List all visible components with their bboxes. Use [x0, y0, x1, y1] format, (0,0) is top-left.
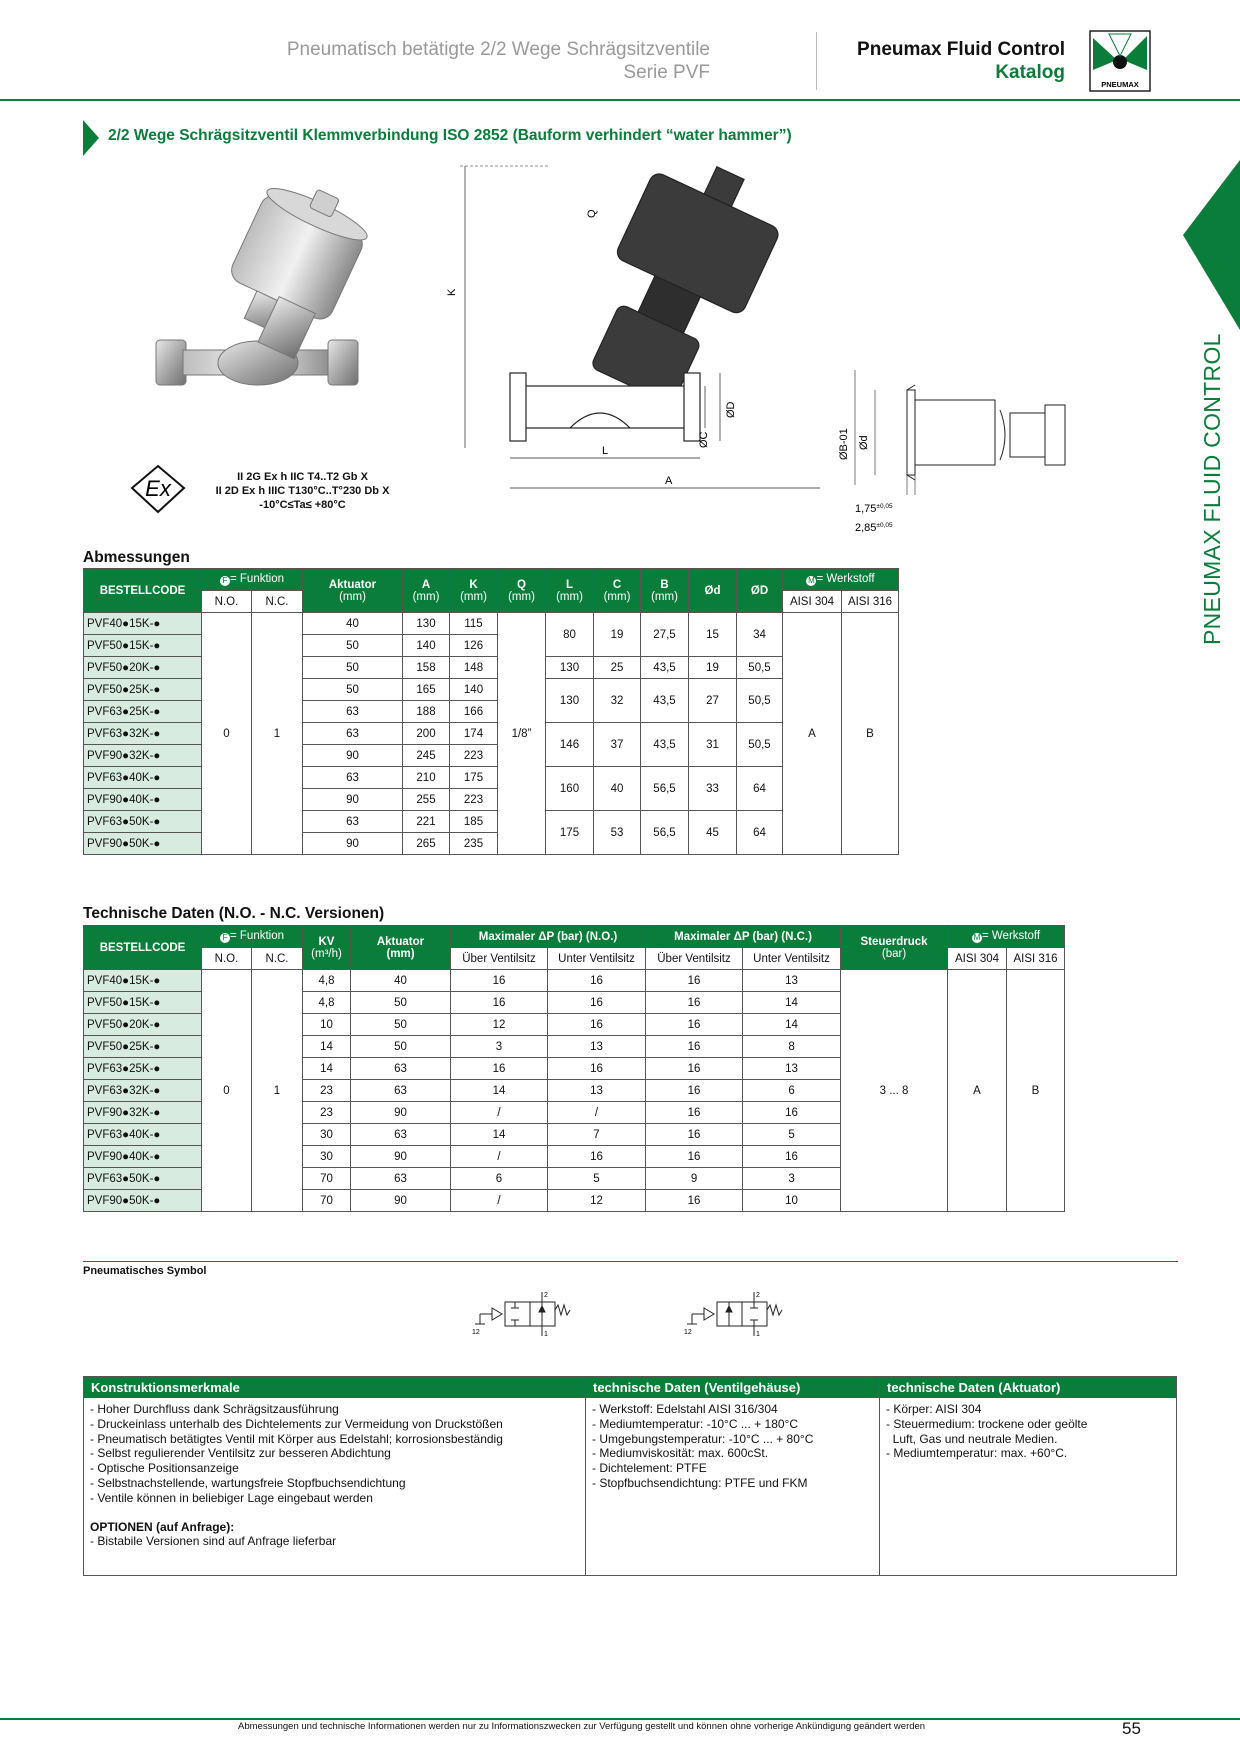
order-code: PVF50●20K-● — [84, 1014, 202, 1036]
k-value: 223 — [450, 789, 498, 811]
dims-h-b: B (mm) — [641, 569, 689, 613]
dim-oc: ØC — [698, 431, 710, 448]
order-code: PVF90●40K-● — [84, 1146, 202, 1168]
dp-nc-ueber-value: 16 — [646, 1102, 743, 1124]
d-small-value: 45 — [689, 811, 737, 855]
kv-value: 30 — [303, 1146, 351, 1168]
dp-no-ueber-value: 16 — [451, 970, 548, 992]
c-value: 37 — [594, 723, 641, 767]
dp-no-unter-value: 5 — [548, 1168, 646, 1190]
dp-no-unter-value: / — [548, 1102, 646, 1124]
dp-no-ueber-value: / — [451, 1146, 548, 1168]
tech-h-steuerdruck: Steuerdruck (bar) — [841, 926, 948, 970]
dp-nc-unter-value: 14 — [743, 1014, 841, 1036]
side-tab-triangle — [1183, 160, 1240, 330]
aktuator-value: 90 — [351, 1146, 451, 1168]
kv-value: 70 — [303, 1190, 351, 1212]
list-item: - Werkstoff: Edelstahl AISI 316/304 — [592, 1402, 778, 1416]
tech-h-aktuator: Aktuator (mm) — [351, 926, 451, 970]
dp-nc-ueber-value: 16 — [646, 1058, 743, 1080]
a-value: 165 — [403, 679, 450, 701]
pneumatic-symbol-nc — [682, 1288, 792, 1338]
dp-no-ueber-value: 14 — [451, 1124, 548, 1146]
list-item: - Steuermedium: trockene oder geölte — [886, 1416, 1088, 1431]
d-small-value: 27 — [689, 679, 737, 723]
order-code: PVF40●15K-● — [84, 970, 202, 992]
brand-block — [857, 38, 1065, 84]
tol-1: $1,75^{\pm 0,05}$ — [855, 503, 893, 515]
kv-value: 4,8 — [303, 970, 351, 992]
list-item: Luft, Gas und neutrale Medien. — [886, 1431, 1058, 1446]
dp-no-ueber-value: 16 — [451, 1058, 548, 1080]
footer-rule — [0, 1718, 1240, 1720]
dp-nc-unter-value: 13 — [743, 1058, 841, 1080]
side-label: PNEUMAX FLUID CONTROL — [1199, 333, 1225, 645]
tech-h-no-unter: Unter Ventilsitz — [548, 948, 646, 970]
k-value: 166 — [450, 701, 498, 723]
order-code: PVF50●20K-● — [84, 657, 202, 679]
dp-no-unter-value: 16 — [548, 1014, 646, 1036]
tol-2: $2,85^{\pm 0,05}$ — [855, 522, 893, 534]
dims-h-c: C (mm) — [594, 569, 641, 613]
funktion-marker-icon: F — [220, 933, 230, 943]
dp-nc-unter-value: 3 — [743, 1168, 841, 1190]
pneumax-logo — [1089, 30, 1151, 92]
order-code: PVF63●50K-● — [84, 811, 202, 833]
aktuator-value: 50 — [351, 992, 451, 1014]
dp-no-ueber-value: 16 — [451, 992, 548, 1014]
order-code: PVF90●50K-● — [84, 1190, 202, 1212]
c-value: 25 — [594, 657, 641, 679]
list-item: - Optische Positionsanzeige — [90, 1461, 239, 1476]
kv-value: 30 — [303, 1124, 351, 1146]
clamp-detail-drawing — [835, 365, 1085, 535]
dp-nc-ueber-value: 16 — [646, 992, 743, 1014]
b-value: 43,5 — [641, 657, 689, 679]
order-code: PVF90●40K-● — [84, 789, 202, 811]
aktuator-value: 50 — [303, 657, 403, 679]
order-code: PVF63●25K-● — [84, 701, 202, 723]
subtitle-line-1: Pneumatisch betätigte 2/2 Wege Schrägsitzventile — [286, 39, 710, 60]
dp-nc-unter-value: 16 — [743, 1146, 841, 1168]
dimensions-table — [83, 568, 899, 855]
aktuator-value: 50 — [303, 635, 403, 657]
construction-title: Konstruktionsmerkmale — [84, 1377, 585, 1398]
tech-h-aisi316: AISI 316 — [1007, 948, 1065, 970]
dim-a: A — [665, 475, 673, 487]
dims-h-k: K (mm) — [450, 569, 498, 613]
header-separator — [816, 32, 817, 90]
dp-nc-unter-value: 14 — [743, 992, 841, 1014]
b-value: 27,5 — [641, 613, 689, 657]
k-value: 175 — [450, 767, 498, 789]
dims-h-l: L (mm) — [546, 569, 594, 613]
a-value: 265 — [403, 833, 450, 855]
aktuator-value: 50 — [351, 1014, 451, 1036]
aktuator-value: 90 — [303, 789, 403, 811]
valve-body-title: technische Daten (Ventilgehäuse) — [586, 1377, 879, 1398]
symbol-heading: Pneumatisches Symbol — [83, 1265, 207, 1277]
actuator-title: technische Daten (Aktuator) — [880, 1377, 1176, 1398]
dp-nc-unter-value: 10 — [743, 1190, 841, 1212]
subtitle-line-2: Serie PVF — [623, 62, 710, 83]
spacer — [90, 1506, 579, 1520]
order-code: PVF40●15K-● — [84, 613, 202, 635]
a-value: 245 — [403, 745, 450, 767]
l-value: 130 — [546, 657, 594, 679]
catalog-label: Katalog — [995, 62, 1065, 83]
features-construction — [84, 1377, 586, 1575]
features-valve-body — [586, 1377, 880, 1575]
list-item: - Hoher Durchfluss dank Schrägsitzausführung — [90, 1402, 339, 1416]
symbol-separator — [83, 1261, 1178, 1262]
a-value: 188 — [403, 701, 450, 723]
aktuator-value: 50 — [351, 1036, 451, 1058]
steuerdruck-value: 3 ... 8 — [841, 970, 948, 1212]
k-value: 235 — [450, 833, 498, 855]
b-value: 56,5 — [641, 811, 689, 855]
c-value: 40 — [594, 767, 641, 811]
valve-dimension-drawing — [446, 158, 830, 528]
d-small-value: 15 — [689, 613, 737, 657]
dp-nc-unter-value: 8 — [743, 1036, 841, 1058]
k-value: 148 — [450, 657, 498, 679]
aisi304-value: A — [948, 970, 1007, 1212]
dims-h-nc: N.C. — [252, 591, 303, 613]
aktuator-value: 40 — [303, 613, 403, 635]
dims-heading: Abmessungen — [83, 549, 190, 566]
port-12: 12 — [472, 1329, 480, 1336]
valve-body-list — [586, 1398, 879, 1495]
dp-nc-ueber-value: 16 — [646, 1036, 743, 1058]
no-value: 0 — [202, 613, 252, 855]
dp-no-unter-value: 12 — [548, 1190, 646, 1212]
order-code: PVF90●32K-● — [84, 1102, 202, 1124]
a-value: 140 — [403, 635, 450, 657]
tech-h-no-ueber: Über Ventilsitz — [451, 948, 548, 970]
dp-nc-unter-value: 13 — [743, 970, 841, 992]
atex-line-2: II 2D Ex h IIIC T130°C..T°230 Db X — [215, 485, 390, 497]
aktuator-value: 63 — [303, 767, 403, 789]
order-code: PVF63●40K-● — [84, 1124, 202, 1146]
dp-no-unter-value: 16 — [548, 970, 646, 992]
tech-h-werkstoff: M = Werkstoff — [948, 926, 1065, 948]
dims-h-a: A (mm) — [403, 569, 450, 613]
k-value: 115 — [450, 613, 498, 635]
header-rule — [0, 99, 1240, 101]
l-value: 130 — [546, 679, 594, 723]
dp-nc-ueber-value: 16 — [646, 1080, 743, 1102]
tech-h-code: BESTELLCODE — [84, 926, 202, 970]
c-value: 53 — [594, 811, 641, 855]
a-value: 255 — [403, 789, 450, 811]
dims-h-q: Q (mm) — [498, 569, 546, 613]
list-item: - Mediumviskosität: max. 600cSt. — [592, 1446, 769, 1461]
dim-l: L — [602, 445, 609, 457]
kv-value: 23 — [303, 1080, 351, 1102]
tech-heading: Technische Daten (N.O. - N.C. Versionen) — [83, 905, 385, 922]
dp-no-ueber-value: / — [451, 1190, 548, 1212]
dp-nc-ueber-value: 16 — [646, 1014, 743, 1036]
b-value: 56,5 — [641, 767, 689, 811]
aktuator-value: 63 — [351, 1124, 451, 1146]
aktuator-value: 90 — [303, 745, 403, 767]
list-item: - Selbstnachstellende, wartungsfreie Stopfbuchsendichtung — [90, 1475, 406, 1490]
catalog-subtitle — [287, 38, 710, 84]
list-item: - Pneumatisch betätigtes Ventil mit Körper aus Edelstahl; korrosionsbeständig — [90, 1431, 503, 1446]
order-code: PVF50●15K-● — [84, 992, 202, 1014]
order-code: PVF63●25K-● — [84, 1058, 202, 1080]
tech-h-aisi304: AISI 304 — [948, 948, 1007, 970]
aktuator-value: 40 — [351, 970, 451, 992]
order-code: PVF63●50K-● — [84, 1168, 202, 1190]
dims-h-aisi316: AISI 316 — [842, 591, 899, 613]
order-code: PVF90●50K-● — [84, 833, 202, 855]
d-large-value: 34 — [737, 613, 783, 657]
port-2: 2 — [756, 1292, 760, 1299]
dims-h-werkstoff: M = Werkstoff — [783, 569, 899, 591]
k-value: 185 — [450, 811, 498, 833]
dp-nc-ueber-value: 16 — [646, 970, 743, 992]
c-value: 32 — [594, 679, 641, 723]
table-row — [84, 970, 1065, 992]
order-code: PVF63●32K-● — [84, 723, 202, 745]
a-value: 130 — [403, 613, 450, 635]
page-number: 55 — [1122, 1719, 1141, 1738]
kv-value: 4,8 — [303, 992, 351, 1014]
section-title: 2/2 Wege Schrägsitzventil Klemmverbindung ISO 2852 (Bauform verhindert “water hammer”) — [108, 127, 792, 144]
logo-text: PNEUMAX — [1101, 80, 1139, 89]
dp-no-unter-value: 16 — [548, 992, 646, 1014]
dp-nc-ueber-value: 9 — [646, 1168, 743, 1190]
dims-h-no: N.O. — [202, 591, 252, 613]
tech-h-no: N.O. — [202, 948, 252, 970]
tech-h-nc-unter: Unter Ventilsitz — [743, 948, 841, 970]
d-small-value: 19 — [689, 657, 737, 679]
list-item: - Mediumtemperatur: -10°C ... + 180°C — [592, 1416, 799, 1431]
product-photo — [148, 185, 388, 430]
k-value: 126 — [450, 635, 498, 657]
c-value: 19 — [594, 613, 641, 657]
pneumatic-symbol-no — [470, 1288, 580, 1338]
list-item: - Umgebungstemperatur: -10°C ... + 80°C — [592, 1431, 814, 1446]
atex-line-1: II 2G Ex h IIC T4..T2 Gb X — [237, 471, 368, 483]
construction-list — [84, 1398, 585, 1553]
atex-marking — [185, 470, 420, 512]
aktuator-value: 90 — [351, 1190, 451, 1212]
d-large-value: 50,5 — [737, 723, 783, 767]
b-value: 43,5 — [641, 679, 689, 723]
port-2: 2 — [544, 1292, 548, 1299]
order-code: PVF63●32K-● — [84, 1080, 202, 1102]
dp-no-unter-value: 13 — [548, 1080, 646, 1102]
kv-value: 70 — [303, 1168, 351, 1190]
a-value: 210 — [403, 767, 450, 789]
list-item: - Dichtelement: PTFE — [592, 1461, 707, 1476]
atex-line-3: -10°C≤Ta≤ +80°C — [259, 499, 346, 511]
q-value: 1/8” — [498, 613, 546, 855]
dp-nc-ueber-value: 16 — [646, 1124, 743, 1146]
dims-h-code: BESTELLCODE — [84, 569, 202, 613]
aisi304-value: A — [783, 613, 842, 855]
order-code: PVF50●25K-● — [84, 679, 202, 701]
port-12: 12 — [684, 1329, 692, 1336]
order-code: PVF50●25K-● — [84, 1036, 202, 1058]
d-large-value: 50,5 — [737, 679, 783, 723]
dp-no-unter-value: 13 — [548, 1036, 646, 1058]
dim-od: ØD — [725, 401, 737, 418]
tech-h-kv: KV (m³/h) — [303, 926, 351, 970]
d-large-value: 64 — [737, 767, 783, 811]
list-item: - Ventile können in beliebiger Lage eingebaut werden — [90, 1490, 373, 1505]
features-box — [83, 1376, 1177, 1576]
tech-h-dp-no: Maximaler ΔP (bar) (N.O.) — [451, 926, 646, 948]
order-code: PVF90●32K-● — [84, 745, 202, 767]
options-title: OPTIONEN (auf Anfrage): — [90, 1519, 235, 1534]
aisi316-value: B — [1007, 970, 1065, 1212]
aktuator-value: 90 — [351, 1102, 451, 1124]
dp-nc-ueber-value: 16 — [646, 1146, 743, 1168]
d-small-value: 31 — [689, 723, 737, 767]
aktuator-value: 63 — [303, 701, 403, 723]
tech-h-funktion: F = Funktion — [202, 926, 303, 948]
k-value: 174 — [450, 723, 498, 745]
aktuator-value: 63 — [351, 1080, 451, 1102]
l-value: 160 — [546, 767, 594, 811]
nc-value: 1 — [252, 613, 303, 855]
dp-nc-unter-value: 16 — [743, 1102, 841, 1124]
brand-name: Pneumax Fluid Control — [857, 39, 1065, 60]
l-value: 80 — [546, 613, 594, 657]
list-item: - Stopfbuchsendichtung: PTFE und FKM — [592, 1475, 808, 1490]
list-item: - Körper: AISI 304 — [886, 1402, 982, 1416]
kv-value: 23 — [303, 1102, 351, 1124]
dp-no-ueber-value: 14 — [451, 1080, 548, 1102]
dp-no-ueber-value: 3 — [451, 1036, 548, 1058]
dp-no-unter-value: 16 — [548, 1146, 646, 1168]
dp-nc-unter-value: 5 — [743, 1124, 841, 1146]
b-value: 43,5 — [641, 723, 689, 767]
d-large-value: 50,5 — [737, 657, 783, 679]
aisi316-value: B — [842, 613, 899, 855]
no-value: 0 — [202, 970, 252, 1212]
kv-value: 14 — [303, 1058, 351, 1080]
werkstoff-marker-icon: M — [973, 933, 981, 942]
dim-ob01: ØB-01 — [838, 428, 850, 460]
aktuator-value: 63 — [351, 1058, 451, 1080]
atex-ex-logo — [130, 464, 186, 514]
dim-q: Q — [586, 209, 598, 218]
k-value: 223 — [450, 745, 498, 767]
dp-no-ueber-value: 12 — [451, 1014, 548, 1036]
dims-h-d-small: Ød — [689, 569, 737, 613]
order-code: PVF63●40K-● — [84, 767, 202, 789]
k-value: 140 — [450, 679, 498, 701]
d-large-value: 64 — [737, 811, 783, 855]
aktuator-value: 63 — [303, 723, 403, 745]
nc-value: 1 — [252, 970, 303, 1212]
a-value: 158 — [403, 657, 450, 679]
atex-logo-text: Ex — [145, 476, 171, 501]
tech-h-dp-nc: Maximaler ΔP (bar) (N.C.) — [646, 926, 841, 948]
list-item: - Druckeinlass unterhalb des Dichtelements zur Vermeidung von Druckstößen — [90, 1416, 503, 1431]
l-value: 146 — [546, 723, 594, 767]
a-value: 221 — [403, 811, 450, 833]
a-value: 200 — [403, 723, 450, 745]
dp-no-unter-value: 7 — [548, 1124, 646, 1146]
dim-k: K — [446, 288, 458, 296]
dp-no-ueber-value: / — [451, 1102, 548, 1124]
aktuator-value: 63 — [303, 811, 403, 833]
d-small-value: 33 — [689, 767, 737, 811]
dims-h-d-large: ØD — [737, 569, 783, 613]
list-item: - Selbst regulierender Ventilsitz zur besseren Abdichtung — [90, 1446, 391, 1461]
technical-data-table — [83, 925, 1065, 1212]
funktion-marker-icon: F — [220, 576, 230, 586]
dp-nc-unter-value: 6 — [743, 1080, 841, 1102]
port-1: 1 — [756, 1331, 760, 1338]
dims-h-funktion: F = Funktion — [202, 569, 303, 591]
tech-h-nc: N.C. — [252, 948, 303, 970]
table-row — [84, 613, 899, 635]
options-item: - Bistabile Versionen sind auf Anfrage lieferbar — [90, 1534, 337, 1549]
features-actuator — [880, 1377, 1176, 1575]
tech-h-nc-ueber: Über Ventilsitz — [646, 948, 743, 970]
section-arrow-icon — [83, 120, 99, 156]
dp-no-ueber-value: 6 — [451, 1168, 548, 1190]
actuator-list — [880, 1398, 1176, 1465]
footer-disclaimer: Abmessungen und technische Informationen werden nur zu Informationszwecken zur Verfügung gestellt und können ohne vorherige Ankündigung geändert werden — [238, 1721, 926, 1732]
order-code: PVF50●15K-● — [84, 635, 202, 657]
dp-nc-ueber-value: 16 — [646, 1190, 743, 1212]
list-item: - Mediumtemperatur: max. +60°C. — [886, 1446, 1068, 1461]
kv-value: 14 — [303, 1036, 351, 1058]
dims-h-aisi304: AISI 304 — [783, 591, 842, 613]
werkstoff-marker-icon: M — [808, 576, 815, 585]
aktuator-value: 63 — [351, 1168, 451, 1190]
dp-no-unter-value: 16 — [548, 1058, 646, 1080]
aktuator-value: 90 — [303, 833, 403, 855]
l-value: 175 — [546, 811, 594, 855]
port-1: 1 — [544, 1331, 548, 1338]
dim-od-small: Ød — [858, 435, 870, 450]
kv-value: 10 — [303, 1014, 351, 1036]
aktuator-value: 50 — [303, 679, 403, 701]
dims-h-aktuator: Aktuator (mm) — [303, 569, 403, 613]
